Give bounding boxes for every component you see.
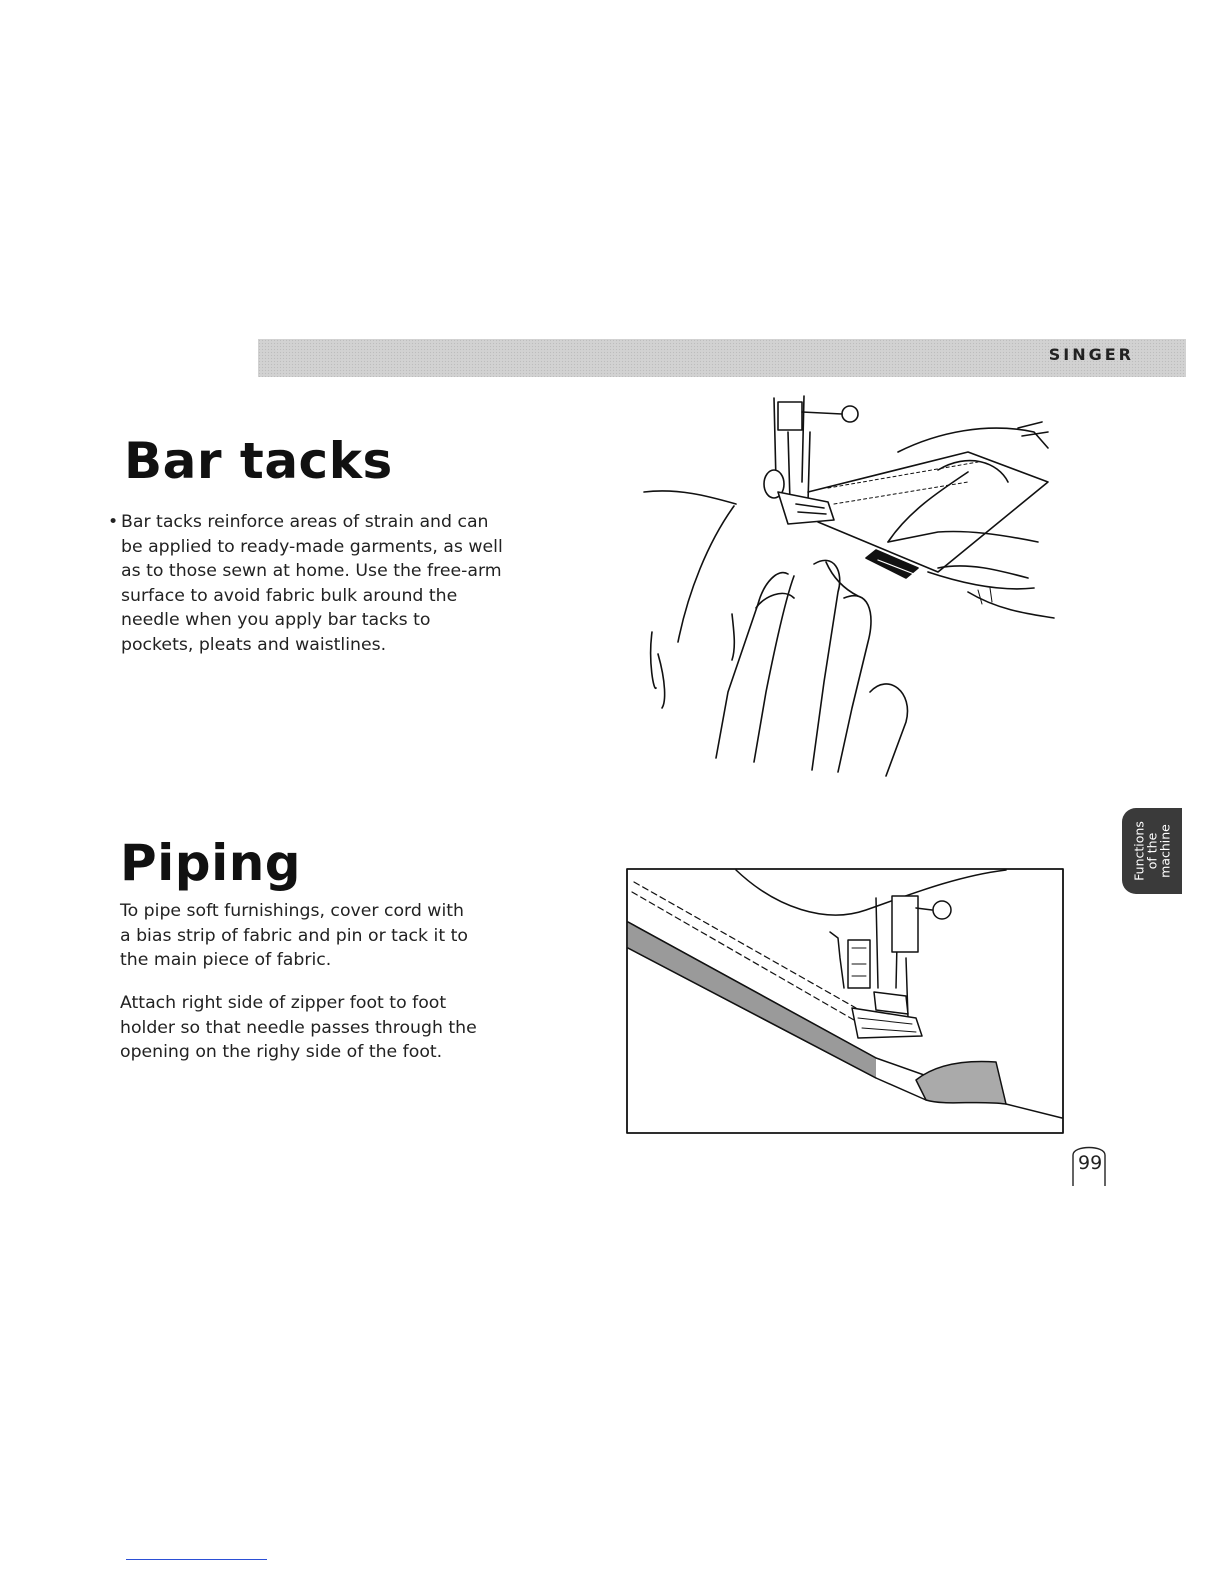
bar-tacks-paragraph (108, 510, 508, 657)
brand-name: SINGER (1048, 345, 1134, 364)
bar-tack-sewing-illustration (638, 392, 1070, 778)
bullet-icon: • (108, 512, 119, 532)
piping-zipper-foot-illustration (626, 868, 1064, 1134)
side-tab-line-1: Functions (1131, 821, 1147, 881)
piping-paragraph-2: Attach right side of zipper foot to foot holder so that needle passes through the opening on the righy side of the foot. (120, 993, 477, 1062)
side-tab-line-3: machine (1157, 824, 1173, 878)
piping-paragraph-1: To pipe soft furnishings, cover cord with a bias strip of fabric and pin or tack it to the main piece of fabric. (120, 901, 468, 970)
header-band (258, 339, 1186, 377)
section-title-piping: Piping (120, 834, 302, 892)
section-title-bar-tacks: Bar tacks (124, 432, 393, 490)
link-underline (126, 1559, 267, 1560)
chapter-side-tab (1122, 808, 1182, 894)
bar-tacks-text: Bar tacks reinforce areas of strain and can be applied to ready-made garments, as well as to those sewn at home. Use the free-arm surface to avoid fabric bulk around the needle when you apply bar tacks to pockets, pleats and waistlines. (121, 512, 503, 655)
page-number-text: 99 (1078, 1152, 1103, 1174)
page-number (1071, 1141, 1109, 1187)
side-tab-line-2: of the (1144, 832, 1160, 870)
